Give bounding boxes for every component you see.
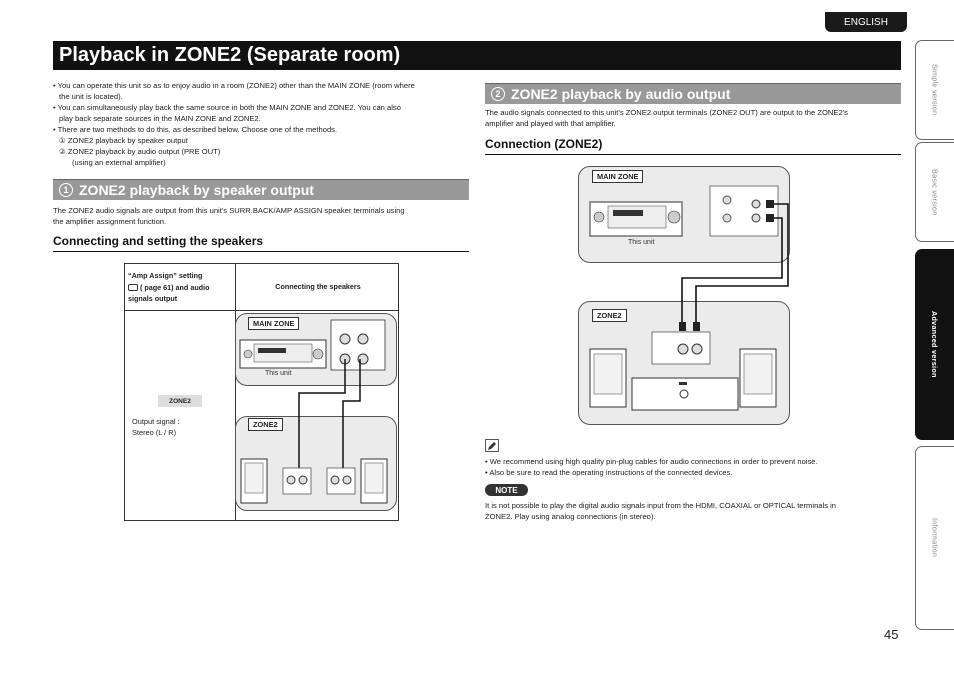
method-1: ① ZONE2 playback by speaker output [59, 136, 188, 145]
method-2-cont: (using an external amplifier) [72, 158, 166, 167]
intro-bullet-2: • You can simultaneously play back the same source in both the MAIN ZONE and ZONE2. You can also [53, 103, 401, 112]
side-tab-basic-label: Basic version [930, 168, 940, 216]
side-tab-simple[interactable] [915, 40, 954, 140]
section1-desc-line2: the amplifier assignment function. [53, 217, 167, 226]
zone2-out-terminal-panel [710, 186, 778, 236]
connection-subheading: Connection (ZONE2) [485, 137, 901, 155]
side-tab-information-label: Information [930, 518, 940, 558]
side-tab-simple-label: Simple version [930, 64, 940, 116]
side-tab-information[interactable] [915, 446, 954, 630]
output-signal-line2: Stereo (L / R) [132, 428, 177, 437]
section2-wiring-diagram [578, 166, 802, 428]
intro-bullet-1: • You can operate this unit so as to enjoy audio in a room (ZONE2) other than the MAIN ZONE (room where [53, 81, 415, 90]
language-tab: ENGLISH [825, 12, 907, 32]
section2-title: ZONE2 playback by audio output [511, 86, 731, 102]
pencil-icon [485, 439, 499, 452]
section2-zone2-label: ZONE2 [592, 309, 627, 322]
section2-main-zone-label: MAIN ZONE [592, 170, 643, 183]
page-title-text: Playback in ZONE2 (Separate room) [59, 44, 401, 66]
section2-desc-line1: The audio signals connected to this unit's ZONE2 output terminals (ZONE2 OUT) are output to the ZONE2's [485, 108, 848, 117]
side-tab-basic[interactable] [915, 142, 954, 242]
intro-bullets [53, 80, 469, 168]
section1-number: 1 [59, 183, 73, 197]
tips-list [485, 456, 901, 478]
section1-title: ZONE2 playback by speaker output [79, 182, 314, 198]
output-signal-line1: Output signal : [132, 417, 180, 426]
setting-header-line3: signals output [128, 294, 178, 303]
side-tab-advanced[interactable] [915, 249, 954, 440]
section1-main-zone-label: MAIN ZONE [248, 317, 299, 330]
tip-item: • Also be sure to read the operating instructions of the connected devices. [485, 468, 733, 477]
section1-wiring-diagram [235, 313, 399, 513]
table-header-setting [128, 270, 232, 305]
section1-header [53, 179, 469, 200]
setting-header-line2-text: ( page 61) and audio [140, 282, 210, 292]
section1-desc-line1: The ZONE2 audio signals are output from this unit's SURR.BACK/AMP ASSIGN speaker terminals using [53, 206, 405, 215]
intro-bullet-3: • There are two methods to do this, as described below. Choose one of the methods. [53, 125, 338, 134]
section2-desc-line2: amplifier and played with that amplifier. [485, 119, 616, 128]
intro-bullet-2-cont: play back separate sources in the MAIN ZONE and ZONE2. [59, 114, 261, 123]
section1-zone2-label: ZONE2 [248, 418, 283, 431]
note-line2: ZONE2. Play using analog connections (in stereo). [485, 512, 656, 521]
section2-number: 2 [491, 87, 505, 101]
speakers-subheading: Connecting and setting the speakers [53, 234, 469, 252]
section2-description [485, 107, 901, 129]
method-2: ② ZONE2 playback by audio output (PRE OUT) [59, 147, 221, 156]
page-ref-icon [128, 284, 138, 291]
setting-header-line2 [128, 282, 232, 294]
output-signal-label [132, 416, 180, 438]
side-tab-advanced-label: Advanced version [930, 311, 939, 378]
intro-bullet-1-cont: the unit is located). [59, 92, 123, 101]
note-line1: It is not possible to play the digital audio signals input from the HDMI, COAXIAL or OPTICAL terminals in [485, 501, 837, 510]
section2-this-unit-label: This unit [628, 239, 655, 246]
table-divider-h [125, 310, 398, 311]
setting-header-line1: “Amp Assign” setting [128, 271, 203, 280]
zone2-chip: ZONE2 [158, 395, 202, 407]
section2-header [485, 83, 901, 104]
section1-speaker-terminals [331, 320, 385, 370]
section1-description [53, 205, 469, 227]
pencil-glyph [487, 441, 497, 451]
note-badge: NOTE [485, 484, 528, 496]
page-title [53, 41, 901, 70]
page-number: 45 [884, 627, 899, 642]
section1-this-unit-label: This unit [265, 370, 292, 377]
tip-item: • We recommend using high quality pin-plug cables for audio connections in order to prevent noise. [485, 457, 818, 466]
note-text [485, 500, 901, 522]
table-header-connecting: Connecting the speakers [275, 282, 361, 291]
